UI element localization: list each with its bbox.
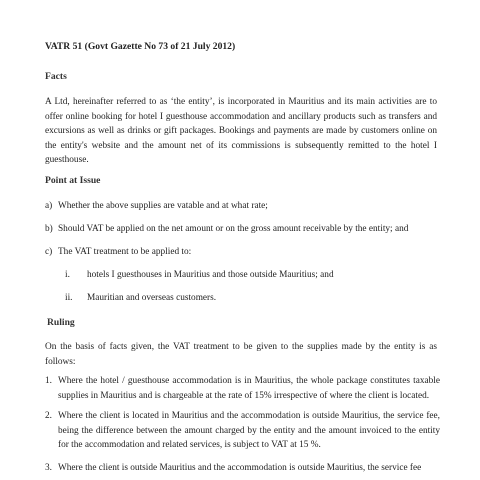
ruling-marker: 3. xyxy=(45,463,52,473)
sub-issue-text: hotels I guesthouses in Mauritius and those outside Mauritius; and xyxy=(87,270,334,280)
issue-text: Should VAT be applied on the net amount or on the gross amount receivable by the entity; and xyxy=(58,224,409,234)
issue-text: Whether the above supplies are vatable and at what rate; xyxy=(58,201,268,211)
sub-issue-marker: i. xyxy=(65,270,70,280)
issue-marker: c) xyxy=(45,247,53,257)
facts-heading: Facts xyxy=(45,71,67,82)
ruling-marker: 1. xyxy=(45,376,52,386)
sub-issue-marker: ii. xyxy=(65,293,73,303)
sub-issue-text: Mauritian and overseas customers. xyxy=(87,293,217,303)
issue-marker: a) xyxy=(45,201,53,211)
issue-text: The VAT treatment to be applied to: xyxy=(58,247,192,257)
ruling-marker: 2. xyxy=(45,411,52,421)
document-title: VATR 51 (Govt Gazette No 73 of 21 July 2012) xyxy=(45,41,236,52)
ruling-text: Where the client is located in Mauritius and the accommodation is outside Mauritius, the service fee, being the difference between the amount charged by the entity and the amount invoiced to the entity for the accommodation and related services, is subject to VAT at 15 %. xyxy=(58,411,440,450)
ruling-text: Where the client is outside Mauritius and the accommodation is outside Mauritius, the service fee xyxy=(58,463,422,473)
ruling-intro: On the basis of facts given, the VAT treatment to be given to the supplies made by the entity is as follows: xyxy=(45,342,437,367)
issue-marker: b) xyxy=(45,224,53,234)
ruling-text: Where the hotel / guesthouse accommodation is in Mauritius, the whole package constitutes taxable supplies in Mauritius and is chargeable at the rate of 15% irrespective of where the client is located. xyxy=(58,376,440,401)
issue-heading: Point at Issue xyxy=(45,175,101,186)
facts-paragraph: A Ltd, hereinafter referred to as ‘the entity’, is incorporated in Mauritius and its main activities are to offer online booking for hotel I guesthouse accommodation and ancillary products such as transfers and excursions as well as drinks or gift packages. Bookings and payments are made by customers online on the entity's website and the amount net of its commissions is subsequently remitted to the hotel I guesthouse. xyxy=(45,97,437,165)
ruling-heading: Ruling xyxy=(47,317,75,328)
